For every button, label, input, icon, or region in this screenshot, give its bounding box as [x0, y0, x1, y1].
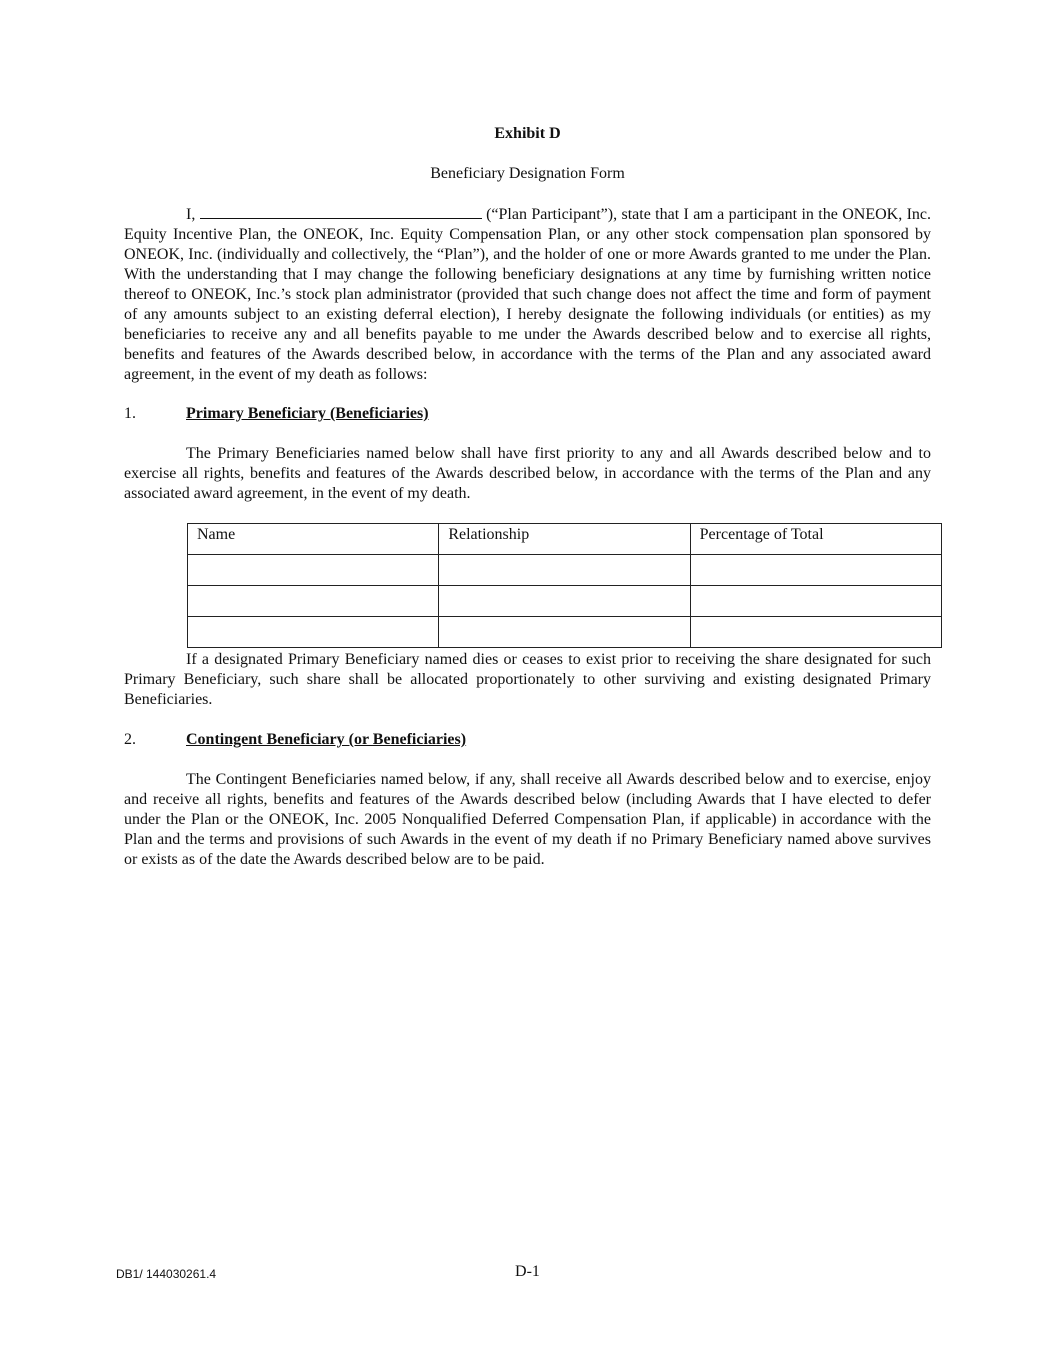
cell-relationship[interactable] [439, 586, 690, 617]
cell-percentage[interactable] [690, 586, 941, 617]
section-1-body: The Primary Beneficiaries named below shall have first priority to any and all Awards described below and to exercise all rights, benefits and features of the Awards described below, in accordance with the terms of the Plan and any associated award agreement, in the event of my death. [124, 445, 931, 502]
cell-name[interactable] [188, 555, 439, 586]
cell-percentage[interactable] [690, 617, 941, 648]
document-id: DB1/ 144030261.4 [116, 1267, 217, 1281]
section-2-body: The Contingent Beneficiaries named below, if any, shall receive all Awards described below and to exercise, enjoy and receive all rights, benefits and features of the Awards described below (including Awards that I have elected to defer under the Plan or the ONEOK, Inc. 2005 Nonqualified Deferred Compensation Plan, if applicable) in accordance with the Plan and the terms and provisions of such Awards in the event of my death if no Primary Beneficiary named above survives or exists as of the date the Awards described below are to be paid. [124, 771, 931, 868]
section-1-label: Primary Beneficiary (Beneficiaries) [186, 405, 429, 422]
header-name: Name [188, 524, 439, 555]
exhibit-title: Exhibit D [494, 125, 561, 142]
section-1-heading [124, 404, 429, 424]
section-2-heading [124, 730, 466, 750]
header-percentage: Percentage of Total [690, 524, 941, 555]
table-row [188, 555, 942, 586]
table-row [188, 586, 942, 617]
section-1-number: 1. [124, 405, 136, 422]
table-row [188, 617, 942, 648]
intro-paragraph [124, 204, 931, 385]
header-relationship: Relationship [439, 524, 690, 555]
intro-body: (“Plan Participant”), state that I am a participant in the ONEOK, Inc. Equity Incentive Plan, the ONEOK, Inc. Equity Compensation Plan, or any other stock compensation plan sponsored by ONEOK, Inc. (individually and collectively, the “Plan”), and the holder of one or more Awards granted to me under the Plan. With the understanding that I may change the following beneficiary designations at any time by furnishing written notice thereof to ONEOK, Inc.’s stock plan administrator (provided that such change does not affect the time and form of payment of any amounts subject to an existing deferral election), I hereby designate the following individuals (or entities) as my beneficiaries to receive any and all benefits payable to me under the Awards described below and to exercise all rights, benefits and features of the Awards described below, in accordance with the terms of the Plan and any associated award agreement, in the event of my death as follows: [124, 206, 932, 383]
intro-prefix: I, [186, 206, 200, 223]
table-header-row [188, 524, 942, 555]
form-subtitle: Beneficiary Designation Form [430, 165, 625, 182]
cell-name[interactable] [188, 586, 439, 617]
participant-name-blank[interactable] [200, 204, 482, 219]
cell-percentage[interactable] [690, 555, 941, 586]
page-number: D-1 [515, 1263, 540, 1280]
section-2-number: 2. [124, 731, 136, 748]
cell-relationship[interactable] [439, 617, 690, 648]
section-2-label: Contingent Beneficiary (or Beneficiaries) [186, 731, 467, 748]
cell-relationship[interactable] [439, 555, 690, 586]
cell-name[interactable] [188, 617, 439, 648]
section-1-after-table: If a designated Primary Beneficiary named dies or ceases to exist prior to receiving the share designated for such Primary Beneficiary, such share shall be allocated proportionately to other surviving and existing designated Primary Beneficiaries. [124, 651, 931, 708]
primary-beneficiary-table [187, 523, 942, 648]
